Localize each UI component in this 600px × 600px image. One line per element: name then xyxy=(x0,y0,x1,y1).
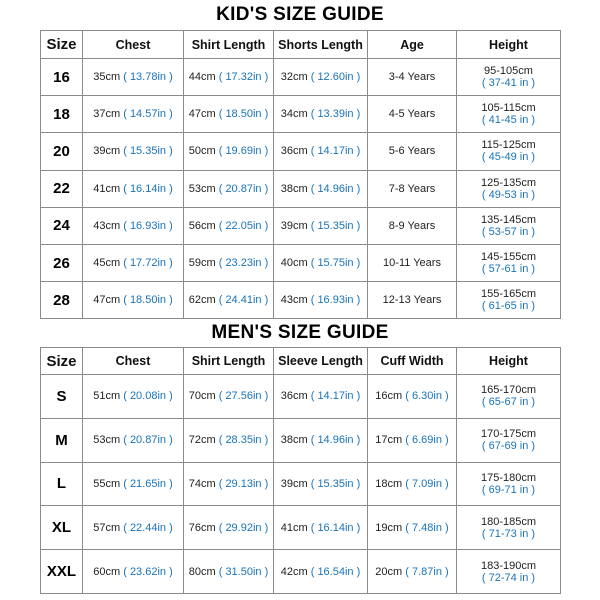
cell-chest-cm: 57cm xyxy=(93,521,121,534)
cell-cuff-width-cm: 17cm xyxy=(375,434,403,447)
cell-height xyxy=(457,133,561,170)
cell-height-inches: ( 41-45 in ) xyxy=(481,114,536,127)
cell-shorts-length xyxy=(274,133,368,170)
cell-height-inches: ( 69-71 in ) xyxy=(481,483,536,496)
cell-chest-cm: 47cm xyxy=(93,294,121,307)
cell-shirt-length-inches: ( 17.32in ) xyxy=(218,71,269,84)
table-row xyxy=(41,418,561,462)
cell-shirt-length xyxy=(184,418,274,462)
cell-size: 16 xyxy=(41,59,83,96)
cell-sleeve-length xyxy=(274,462,368,506)
column-header-size: Size xyxy=(41,348,83,375)
cell-chest-cm: 45cm xyxy=(93,257,121,270)
cell-shorts-length-cm: 32cm xyxy=(280,71,308,84)
cell-chest-inches: ( 22.44in ) xyxy=(123,521,173,534)
cell-shirt-length-cm: 72cm xyxy=(188,434,216,447)
cell-chest-cm: 35cm xyxy=(93,71,121,84)
cell-shorts-length xyxy=(274,244,368,281)
cell-sleeve-length xyxy=(274,375,368,419)
cell-height xyxy=(457,550,561,594)
cell-chest xyxy=(83,207,184,244)
cell-shorts-length-cm: 43cm xyxy=(280,294,308,307)
cell-chest-inches: ( 20.87in ) xyxy=(123,434,173,447)
cell-shirt-length-cm: 44cm xyxy=(188,71,216,84)
cell-size: L xyxy=(41,462,83,506)
cell-shirt-length-inches: ( 29.13in ) xyxy=(218,477,269,490)
cell-chest-cm: 55cm xyxy=(93,477,121,490)
cell-shorts-length-cm: 39cm xyxy=(280,219,308,232)
cell-cuff-width-cm: 20cm xyxy=(375,565,403,578)
cell-height-cm: 135-145cm xyxy=(480,213,537,226)
cell-shirt-length-inches: ( 22.05in ) xyxy=(218,219,269,232)
cell-age: 12-13 Years xyxy=(368,282,457,319)
cell-sleeve-length-inches: ( 16.54in ) xyxy=(310,565,361,578)
cell-shirt-length-cm: 56cm xyxy=(188,219,216,232)
cell-chest xyxy=(83,282,184,319)
cell-cuff-width xyxy=(368,506,457,550)
cell-shorts-length-inches: ( 14.17in ) xyxy=(310,145,361,158)
cell-size: 26 xyxy=(41,244,83,281)
cell-age: 4-5 Years xyxy=(368,96,457,133)
kids-size-guide-title: KID'S SIZE GUIDE xyxy=(216,4,384,25)
cell-shorts-length-cm: 40cm xyxy=(280,257,308,270)
table-row xyxy=(41,170,561,207)
cell-height-inches: ( 45-49 in ) xyxy=(481,151,536,164)
cell-chest-cm: 43cm xyxy=(93,219,121,232)
column-header-sleeve-length: Sleeve Length xyxy=(274,348,368,375)
table-row xyxy=(41,59,561,96)
cell-size: 20 xyxy=(41,133,83,170)
cell-shorts-length xyxy=(274,282,368,319)
cell-size: 24 xyxy=(41,207,83,244)
table-row xyxy=(41,506,561,550)
cell-height xyxy=(457,59,561,96)
cell-shirt-length-inches: ( 28.35in ) xyxy=(218,434,269,447)
cell-chest-inches: ( 20.08in ) xyxy=(123,390,173,403)
cell-shirt-length-cm: 53cm xyxy=(188,182,216,195)
cell-cuff-width-cm: 18cm xyxy=(375,477,403,490)
cell-age: 7-8 Years xyxy=(368,170,457,207)
cell-sleeve-length-cm: 36cm xyxy=(280,390,308,403)
cell-shorts-length-inches: ( 12.60in ) xyxy=(310,71,361,84)
cell-cuff-width xyxy=(368,418,457,462)
cell-height-inches: ( 61-65 in ) xyxy=(481,300,536,313)
cell-shirt-length xyxy=(184,462,274,506)
cell-shirt-length-inches: ( 24.41in ) xyxy=(218,294,269,307)
cell-shorts-length-inches: ( 16.93in ) xyxy=(310,294,361,307)
cell-shirt-length xyxy=(184,244,274,281)
cell-shorts-length xyxy=(274,59,368,96)
cell-chest xyxy=(83,375,184,419)
cell-sleeve-length xyxy=(274,418,368,462)
cell-chest-inches: ( 13.78in ) xyxy=(123,71,173,84)
cell-age: 5-6 Years xyxy=(368,133,457,170)
column-header-shirt-length: Shirt Length xyxy=(184,348,274,375)
cell-shirt-length-cm: 62cm xyxy=(188,294,216,307)
cell-height-cm: 105-115cm xyxy=(481,102,536,115)
cell-height-inches: ( 37-41 in ) xyxy=(481,77,536,90)
cell-shirt-length xyxy=(184,282,274,319)
cell-height-cm: 165-170cm xyxy=(480,384,537,397)
cell-chest-inches: ( 14.57in ) xyxy=(123,108,173,121)
cell-shirt-length-inches: ( 18.50in ) xyxy=(218,108,269,121)
cell-chest-cm: 41cm xyxy=(93,182,121,195)
cell-shorts-length-inches: ( 14.96in ) xyxy=(310,182,361,195)
cell-chest-cm: 37cm xyxy=(93,108,121,121)
cell-sleeve-length-inches: ( 14.17in ) xyxy=(310,390,361,403)
cell-shirt-length xyxy=(184,207,274,244)
cell-chest xyxy=(83,550,184,594)
cell-chest-inches: ( 16.14in ) xyxy=(123,182,173,195)
column-header-chest: Chest xyxy=(83,31,184,59)
cell-chest xyxy=(83,59,184,96)
cell-shirt-length xyxy=(184,375,274,419)
cell-chest xyxy=(83,244,184,281)
cell-age: 3-4 Years xyxy=(368,59,457,96)
cell-sleeve-length-cm: 39cm xyxy=(280,477,308,490)
cell-height-inches: ( 71-73 in ) xyxy=(481,527,536,540)
cell-shirt-length-inches: ( 20.87in ) xyxy=(218,182,269,195)
cell-height xyxy=(457,506,561,550)
cell-height-inches: ( 49-53 in ) xyxy=(481,188,536,201)
cell-height-inches: ( 65-67 in ) xyxy=(481,396,536,409)
cell-height-cm: 175-180cm xyxy=(480,471,537,484)
table-row xyxy=(41,282,561,319)
cell-shirt-length-inches: ( 29.92in ) xyxy=(218,521,269,534)
cell-size: 22 xyxy=(41,170,83,207)
cell-chest-inches: ( 23.62in ) xyxy=(123,565,173,578)
cell-height-cm: 155-165cm xyxy=(480,288,537,301)
cell-height xyxy=(457,244,561,281)
cell-shorts-length xyxy=(274,170,368,207)
cell-shorts-length-cm: 38cm xyxy=(280,182,308,195)
cell-sleeve-length xyxy=(274,506,368,550)
cell-sleeve-length-cm: 41cm xyxy=(280,521,308,534)
cell-chest-inches: ( 18.50in ) xyxy=(123,294,173,307)
cell-height xyxy=(457,96,561,133)
cell-height-cm: 170-175cm xyxy=(480,428,537,441)
cell-sleeve-length-cm: 38cm xyxy=(280,434,308,447)
cell-shorts-length-cm: 36cm xyxy=(280,145,308,158)
cell-height-inches: ( 72-74 in ) xyxy=(481,571,536,584)
cell-shorts-length xyxy=(274,207,368,244)
cell-height xyxy=(457,170,561,207)
cell-shirt-length-cm: 74cm xyxy=(188,477,216,490)
cell-shirt-length-cm: 70cm xyxy=(188,390,216,403)
table-row xyxy=(41,133,561,170)
cell-shirt-length xyxy=(184,133,274,170)
cell-shirt-length xyxy=(184,59,274,96)
cell-cuff-width-inches: ( 6.69in ) xyxy=(405,434,449,447)
kids-size-table xyxy=(40,30,561,319)
column-header-height: Height xyxy=(457,31,561,59)
table-row xyxy=(41,207,561,244)
cell-shirt-length xyxy=(184,506,274,550)
cell-cuff-width xyxy=(368,550,457,594)
cell-cuff-width-inches: ( 7.09in ) xyxy=(405,477,449,490)
cell-chest-inches: ( 16.93in ) xyxy=(123,219,173,232)
cell-size: 18 xyxy=(41,96,83,133)
cell-chest xyxy=(83,462,184,506)
cell-shirt-length xyxy=(184,170,274,207)
cell-shirt-length-cm: 80cm xyxy=(188,565,216,578)
cell-chest xyxy=(83,96,184,133)
cell-shorts-length-inches: ( 15.35in ) xyxy=(310,219,361,232)
cell-size: XXL xyxy=(41,550,83,594)
cell-shirt-length-inches: ( 31.50in ) xyxy=(218,565,269,578)
cell-chest-inches: ( 21.65in ) xyxy=(123,477,173,490)
cell-shorts-length-cm: 34cm xyxy=(280,108,308,121)
cell-height xyxy=(457,282,561,319)
column-header-chest: Chest xyxy=(83,348,184,375)
cell-shirt-length-inches: ( 19.69in ) xyxy=(218,145,269,158)
cell-cuff-width-cm: 19cm xyxy=(375,521,403,534)
cell-height xyxy=(457,375,561,419)
cell-chest xyxy=(83,418,184,462)
cell-chest-cm: 60cm xyxy=(93,565,121,578)
cell-height xyxy=(457,207,561,244)
cell-sleeve-length-cm: 42cm xyxy=(280,565,308,578)
table-row xyxy=(41,244,561,281)
column-header-age: Age xyxy=(368,31,457,59)
table-header-row xyxy=(41,348,561,375)
cell-height xyxy=(457,462,561,506)
table-row xyxy=(41,462,561,506)
cell-chest xyxy=(83,133,184,170)
cell-chest-inches: ( 15.35in ) xyxy=(123,145,173,158)
cell-height-inches: ( 53-57 in ) xyxy=(481,225,536,238)
cell-age: 10-11 Years xyxy=(368,244,457,281)
cell-chest xyxy=(83,506,184,550)
cell-shorts-length-inches: ( 13.39in ) xyxy=(310,108,361,121)
column-header-cuff-width: Cuff Width xyxy=(368,348,457,375)
cell-chest-inches: ( 17.72in ) xyxy=(123,257,173,270)
cell-height-cm: 125-135cm xyxy=(480,176,537,189)
cell-sleeve-length xyxy=(274,550,368,594)
column-header-shorts-length: Shorts Length xyxy=(274,31,368,59)
cell-height-cm: 115-125cm xyxy=(481,139,536,152)
cell-chest-cm: 51cm xyxy=(93,390,121,403)
cell-cuff-width-inches: ( 6.30in ) xyxy=(405,390,449,403)
mens-size-table xyxy=(40,347,561,594)
cell-height-inches: ( 57-61 in ) xyxy=(481,263,536,276)
cell-size: 28 xyxy=(41,282,83,319)
cell-cuff-width-cm: 16cm xyxy=(375,390,403,403)
table-row xyxy=(41,550,561,594)
cell-sleeve-length-inches: ( 15.35in ) xyxy=(310,477,361,490)
table-row xyxy=(41,96,561,133)
cell-height-cm: 145-155cm xyxy=(480,251,537,264)
table-row xyxy=(41,375,561,419)
cell-shirt-length-cm: 50cm xyxy=(188,145,216,158)
column-header-height: Height xyxy=(457,348,561,375)
cell-cuff-width-inches: ( 7.48in ) xyxy=(405,521,449,534)
cell-shirt-length-cm: 47cm xyxy=(188,108,216,121)
cell-shorts-length xyxy=(274,96,368,133)
cell-cuff-width xyxy=(368,375,457,419)
cell-size: S xyxy=(41,375,83,419)
table-header-row xyxy=(41,31,561,59)
cell-shirt-length-cm: 59cm xyxy=(188,257,216,270)
cell-cuff-width xyxy=(368,462,457,506)
column-header-shirt-length: Shirt Length xyxy=(184,31,274,59)
cell-shirt-length xyxy=(184,550,274,594)
cell-shirt-length-inches: ( 23.23in ) xyxy=(218,257,269,270)
cell-sleeve-length-inches: ( 16.14in ) xyxy=(310,521,361,534)
cell-sleeve-length-inches: ( 14.96in ) xyxy=(310,434,361,447)
cell-height-cm: 95-105cm xyxy=(484,65,533,78)
cell-height xyxy=(457,418,561,462)
cell-height-cm: 183-190cm xyxy=(480,559,537,572)
cell-height-inches: ( 67-69 in ) xyxy=(481,440,536,453)
mens-size-guide-title: MEN'S SIZE GUIDE xyxy=(211,322,389,343)
cell-size: XL xyxy=(41,506,83,550)
cell-shirt-length-inches: ( 27.56in ) xyxy=(218,390,269,403)
cell-cuff-width-inches: ( 7.87in ) xyxy=(405,565,449,578)
cell-shirt-length-cm: 76cm xyxy=(188,521,216,534)
cell-chest-cm: 53cm xyxy=(93,434,121,447)
column-header-size: Size xyxy=(41,31,83,59)
cell-chest xyxy=(83,170,184,207)
cell-shirt-length xyxy=(184,96,274,133)
cell-size: M xyxy=(41,418,83,462)
cell-height-cm: 180-185cm xyxy=(480,515,537,528)
cell-chest-cm: 39cm xyxy=(93,145,121,158)
cell-age: 8-9 Years xyxy=(368,207,457,244)
cell-shorts-length-inches: ( 15.75in ) xyxy=(310,257,361,270)
